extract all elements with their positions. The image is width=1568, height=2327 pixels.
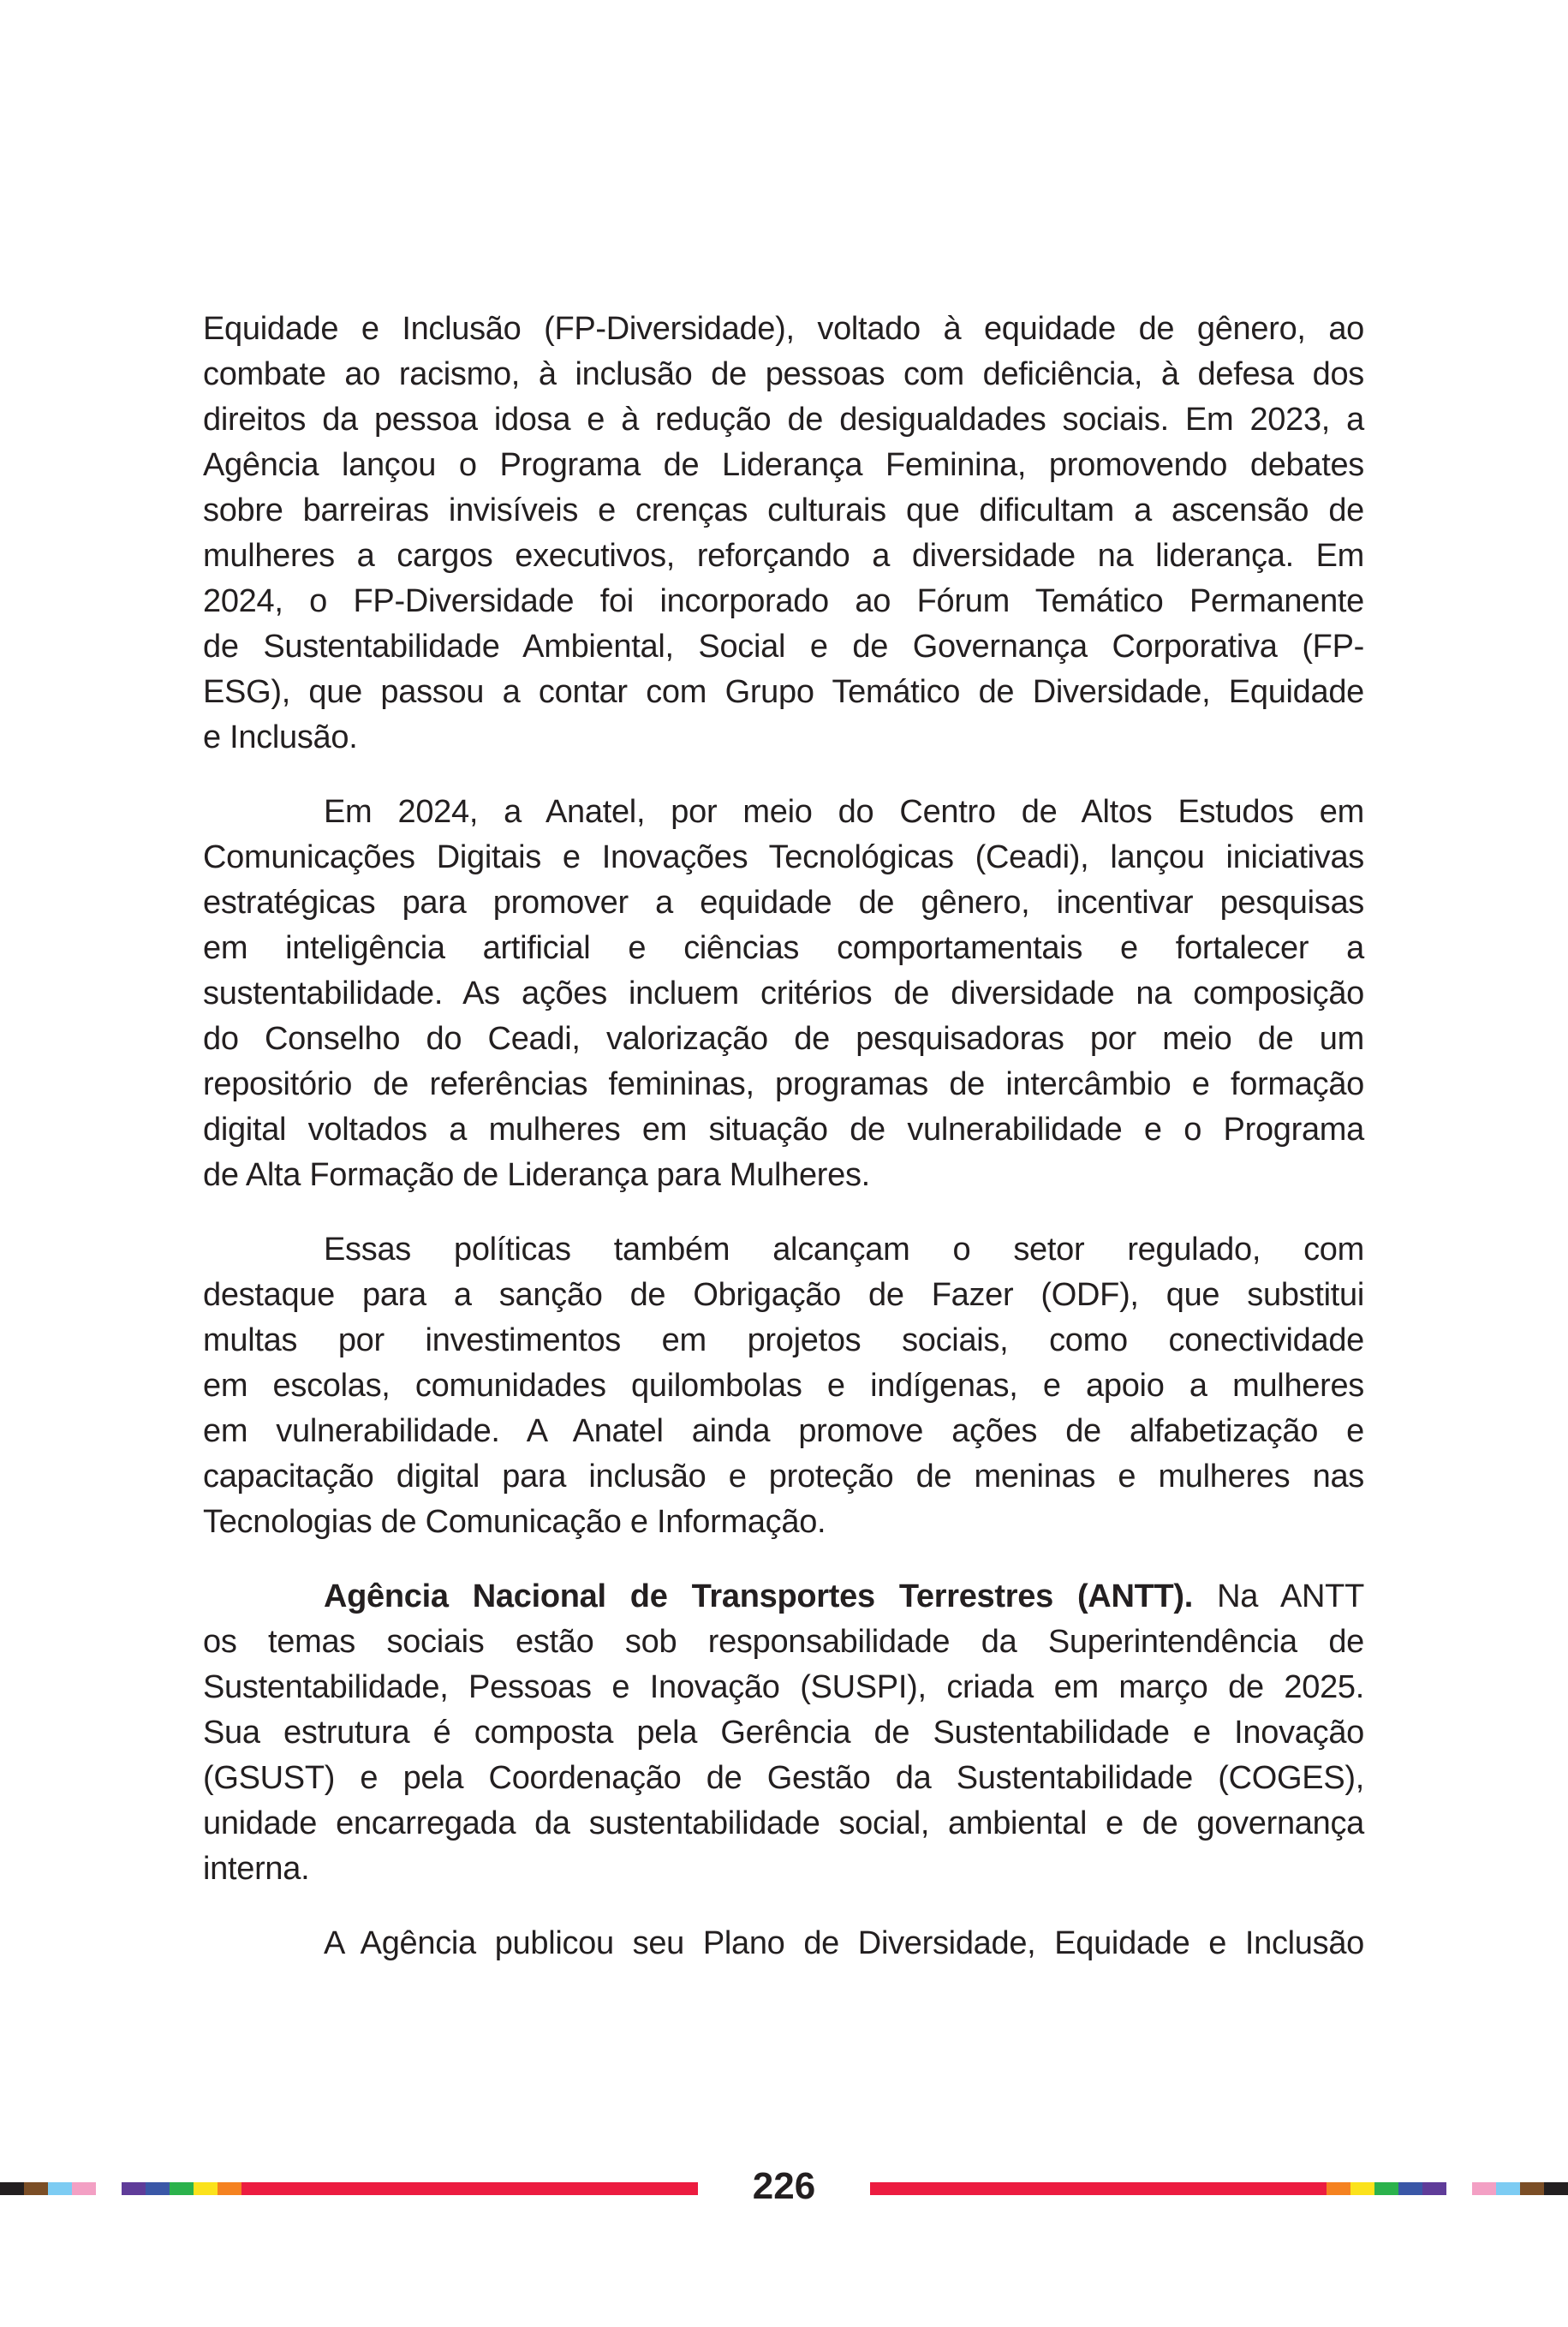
footer-stripe-left xyxy=(0,2182,698,2195)
stripe-segment-red-bar xyxy=(241,2182,698,2195)
stripe-segment-green xyxy=(170,2182,194,2195)
text-line: (GSUST) e pela Coordenação de Gestão da Sustentabilidade (COGES), xyxy=(203,1760,1364,1796)
text-line: 2024, o FP-Diversidade foi incorporado ao Fórum Temático Permanente xyxy=(203,583,1364,619)
text-line: Agência lançou o Programa de Liderança Feminina, promovendo debates xyxy=(203,447,1364,483)
text-line: de Alta Formação de Liderança para Mulheres. xyxy=(203,1157,870,1193)
text-line: Tecnologias de Comunicação e Informação. xyxy=(203,1504,826,1540)
text-line: sustentabilidade. As ações incluem critérios de diversidade na composição xyxy=(203,976,1364,1011)
text-line: interna. xyxy=(203,1851,310,1887)
text-line: em vulnerabilidade. A Anatel ainda promove ações de alfabetização e xyxy=(203,1413,1364,1449)
text-line: Sua estrutura é composta pela Gerência de Sustentabilidade e Inovação xyxy=(203,1715,1364,1751)
stripe-segment-orange xyxy=(218,2182,241,2195)
text-line: estratégicas para promover a equidade de gênero, incentivar pesquisas xyxy=(203,885,1364,921)
text-line: capacitação digital para inclusão e proteção de meninas e mulheres nas xyxy=(203,1459,1364,1495)
text-line: destaque para a sanção de Obrigação de Fazer (ODF), que substitui xyxy=(203,1277,1364,1313)
paragraph xyxy=(203,790,1364,1198)
text-line: direitos da pessoa idosa e à redução de desigualdades sociais. Em 2023, a xyxy=(203,402,1364,438)
text-line: repositório de referências femininas, programas de intercâmbio e formação xyxy=(203,1066,1364,1102)
stripe-segment-blue xyxy=(146,2182,170,2195)
text-line: combate ao racismo, à inclusão de pessoas com deficiência, à defesa dos xyxy=(203,356,1364,392)
stripe-segment-orange xyxy=(1327,2182,1350,2195)
stripe-segment-light-blue xyxy=(48,2182,72,2195)
text-line: sobre barreiras invisíveis e crenças culturais que dificultam a ascensão de xyxy=(203,492,1364,528)
bold-run: Agência Nacional de Transportes Terrestres (ANTT). xyxy=(324,1578,1218,1614)
stripe-segment-pink xyxy=(1472,2182,1496,2195)
text-line: os temas sociais estão sob responsabilidade da Superintendência de xyxy=(203,1624,1364,1660)
text-line: em inteligência artificial e ciências comportamentais e fortalecer a xyxy=(203,930,1364,966)
text-line: A Agência publicou seu Plano de Diversidade, Equidade e Inclusão xyxy=(324,1925,1364,1961)
stripe-segment-gap xyxy=(96,2182,122,2195)
paragraph xyxy=(203,1227,1364,1545)
text-line: Agência Nacional de Transportes Terrestres (ANTT). Na ANTT xyxy=(324,1578,1364,1614)
stripe-segment-blue xyxy=(1398,2182,1422,2195)
stripe-segment-purple xyxy=(122,2182,146,2195)
text-line: unidade encarregada da sustentabilidade social, ambiental e de governança xyxy=(203,1805,1364,1841)
text-line: Sustentabilidade, Pessoas e Inovação (SUSPI), criada em março de 2025. xyxy=(203,1669,1364,1705)
text-line: Comunicações Digitais e Inovações Tecnológicas (Ceadi), lançou iniciativas xyxy=(203,839,1364,875)
text-line: Em 2024, a Anatel, por meio do Centro de Altos Estudos em xyxy=(324,794,1364,830)
stripe-segment-brown xyxy=(1520,2182,1544,2195)
stripe-segment-red-bar xyxy=(870,2182,1327,2195)
stripe-segment-brown xyxy=(24,2182,48,2195)
stripe-segment-gap xyxy=(1446,2182,1472,2195)
paragraph xyxy=(203,1574,1364,1892)
stripe-segment-green xyxy=(1374,2182,1398,2195)
text-block xyxy=(203,307,1364,1966)
stripe-segment-yellow xyxy=(194,2182,218,2195)
text-line: ESG), que passou a contar com Grupo Temático de Diversidade, Equidade xyxy=(203,674,1364,710)
stripe-segment-pink xyxy=(72,2182,96,2195)
stripe-segment-black xyxy=(0,2182,24,2195)
text-line: Equidade e Inclusão (FP-Diversidade), voltado à equidade de gênero, ao xyxy=(203,311,1364,347)
stripe-segment-yellow xyxy=(1350,2182,1374,2195)
text-line: do Conselho do Ceadi, valorização de pesquisadoras por meio de um xyxy=(203,1021,1364,1057)
stripe-segment-black xyxy=(1544,2182,1568,2195)
page-footer xyxy=(0,2165,1568,2207)
paragraph xyxy=(203,1921,1364,1966)
text-line: multas por investimentos em projetos sociais, como conectividade xyxy=(203,1322,1364,1358)
stripe-segment-light-blue xyxy=(1496,2182,1520,2195)
text-line: mulheres a cargos executivos, reforçando a diversidade na liderança. Em xyxy=(203,538,1364,574)
text-line: Essas políticas também alcançam o setor regulado, com xyxy=(324,1232,1364,1268)
text-line: em escolas, comunidades quilombolas e indígenas, e apoio a mulheres xyxy=(203,1368,1364,1404)
footer-stripe-right xyxy=(870,2182,1568,2195)
text-line: e Inclusão. xyxy=(203,719,358,755)
text-line: de Sustentabilidade Ambiental, Social e de Governança Corporativa (FP- xyxy=(203,629,1364,665)
text-line: digital voltados a mulheres em situação de vulnerabilidade e o Programa xyxy=(203,1112,1364,1148)
stripe-segment-purple xyxy=(1422,2182,1446,2195)
page-number: 226 xyxy=(752,2165,816,2207)
paragraph xyxy=(203,307,1364,761)
